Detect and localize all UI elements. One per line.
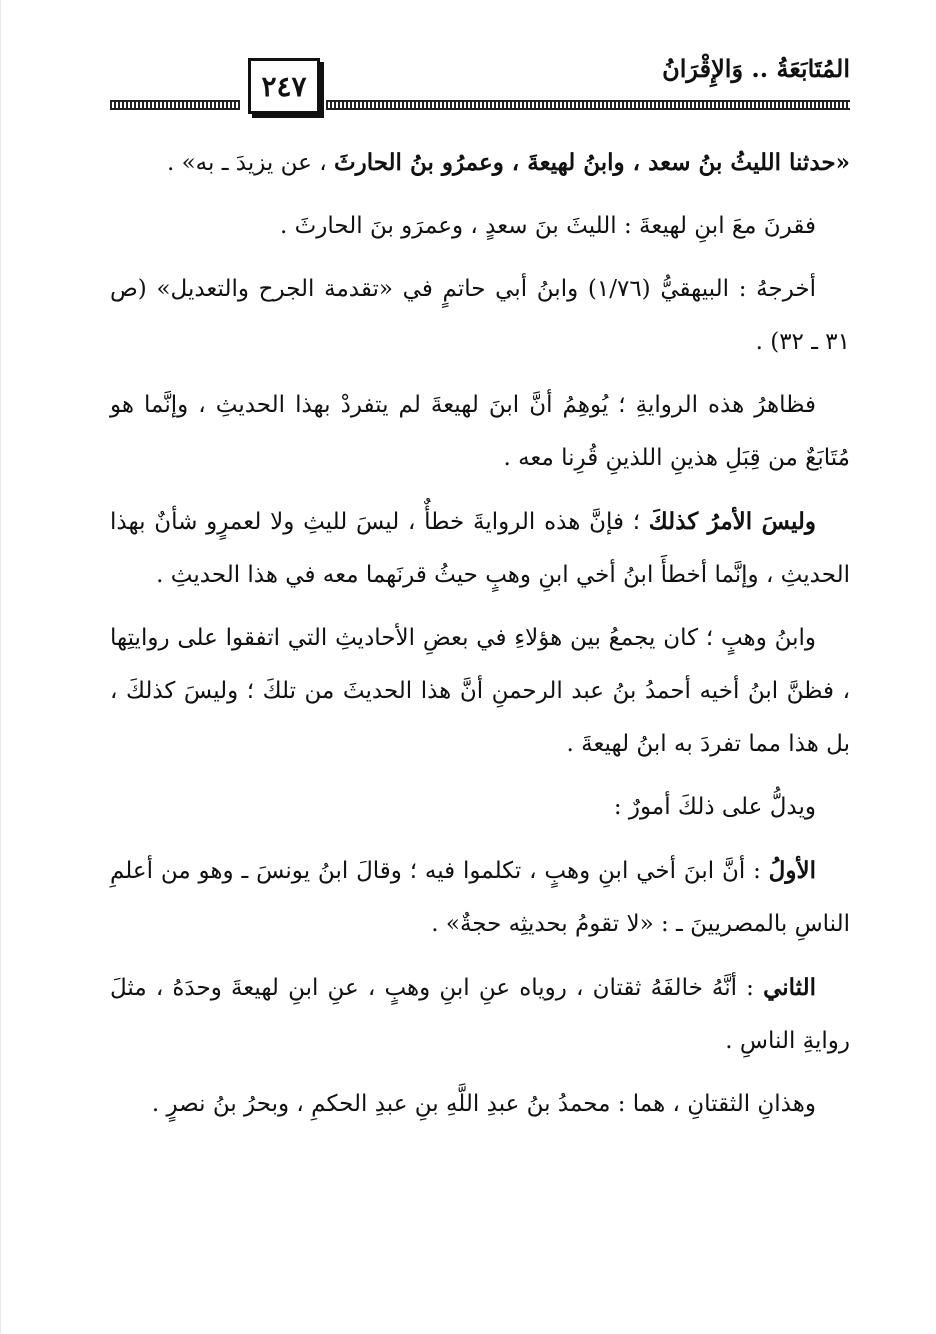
text-span: أخرجهُ : البيهقيُّ (١/٧٦) وابنُ أبي حاتمٍ في «تقدمة الجرح والتعديل» (ص ٣١ ـ ٣٢) . (110, 276, 850, 355)
header-ornament-rule-right (326, 100, 850, 110)
body-text (110, 136, 850, 1141)
page-number: ٢٤٧ (248, 58, 320, 114)
text-span-bold: «حدثنا الليثُ بنُ سعد ، وابنُ لهيعةَ ، وعمرُو بنُ الحارثَ (333, 149, 850, 176)
page-header (110, 48, 850, 126)
paragraph (110, 495, 850, 602)
text-span-bold: وليسَ الأمرُ كذلكَ (648, 508, 817, 535)
text-span: وابنُ وهبٍ ؛ كان يجمعُ بين هؤلاءِ في بعضِ الأحاديثِ التي اتفقوا على روايتِها ، فظنَّ ابنُ أخيه أحمدُ بنُ عبد الرحمنِ أنَّ هذا الحديثَ من تلكَ ؛ وليسَ كذلكَ ، بل هذا مما تفردَ به ابنُ لهيعةَ . (110, 625, 850, 757)
paragraph (110, 379, 850, 485)
text-span: فقرنَ معَ ابنِ لهيعةَ : الليثَ بنَ سعدٍ ، وعمرَو بنَ الحارثَ . (280, 213, 816, 239)
text-span: فظاهرُ هذه الروايةِ ؛ يُوهِمُ أنَّ ابنَ لهيعةَ لم يتفردْ بهذا الحديثِ ، وإنَّما هو مُتَابَعٌ من قِبَلِ هذينِ اللذينِ قُرِنا معه . (110, 392, 850, 471)
paragraph (110, 612, 850, 771)
text-span: : أنَّهُ خالفَهُ ثقتان ، روياه عنِ ابنِ وهبٍ ، عنِ ابنِ لهيعةَ وحدَهُ ، مثلَ روايةِ الناسِ . (110, 975, 850, 1054)
paragraph (110, 1078, 850, 1131)
text-span: ويدلُّ على ذلكَ أمورٌ : (613, 794, 816, 820)
paragraph (110, 844, 850, 951)
text-span-bold: الثاني (763, 974, 816, 1001)
text-span: ؛ فإنَّ هذه الروايةَ خطأٌ ، ليسَ لليثِ ولا لعمرٍو شأنٌ بهذا الحديثِ ، وإنَّما أخطأَ ابنُ أخي ابنِ وهبٍ حيثُ قرنَهما معه في هذا الحديثِ . (110, 509, 850, 588)
text-span: : أنَّ ابنَ أخي ابنِ وهبٍ ، تكلموا فيه ؛ وقالَ ابنُ يونسَ ـ وهو من أعلمِ الناسِ بالمصريينَ ـ : «لا تقومُ بحديثِه حجةٌ» . (110, 858, 850, 937)
paragraph (110, 961, 850, 1068)
running-title: المُتَابَعَةُ .. وَالإِقْرَانُ (662, 54, 850, 83)
paragraph (110, 263, 850, 369)
page-edge-shadow (0, 0, 1, 1334)
paragraph (110, 781, 850, 834)
text-span: ، عن يزيدَ ـ به» . (166, 150, 334, 176)
text-span: وهذانِ الثقتانِ ، هما : محمدُ بنُ عبدِ اللَّهِ بنِ عبدِ الحكمِ ، وبحرُ بنُ نصرٍ . (151, 1091, 816, 1117)
text-span-bold: الأولُ (768, 857, 816, 884)
paragraph (110, 200, 850, 253)
paragraph (110, 136, 850, 190)
header-ornament-rule-left (110, 100, 240, 110)
